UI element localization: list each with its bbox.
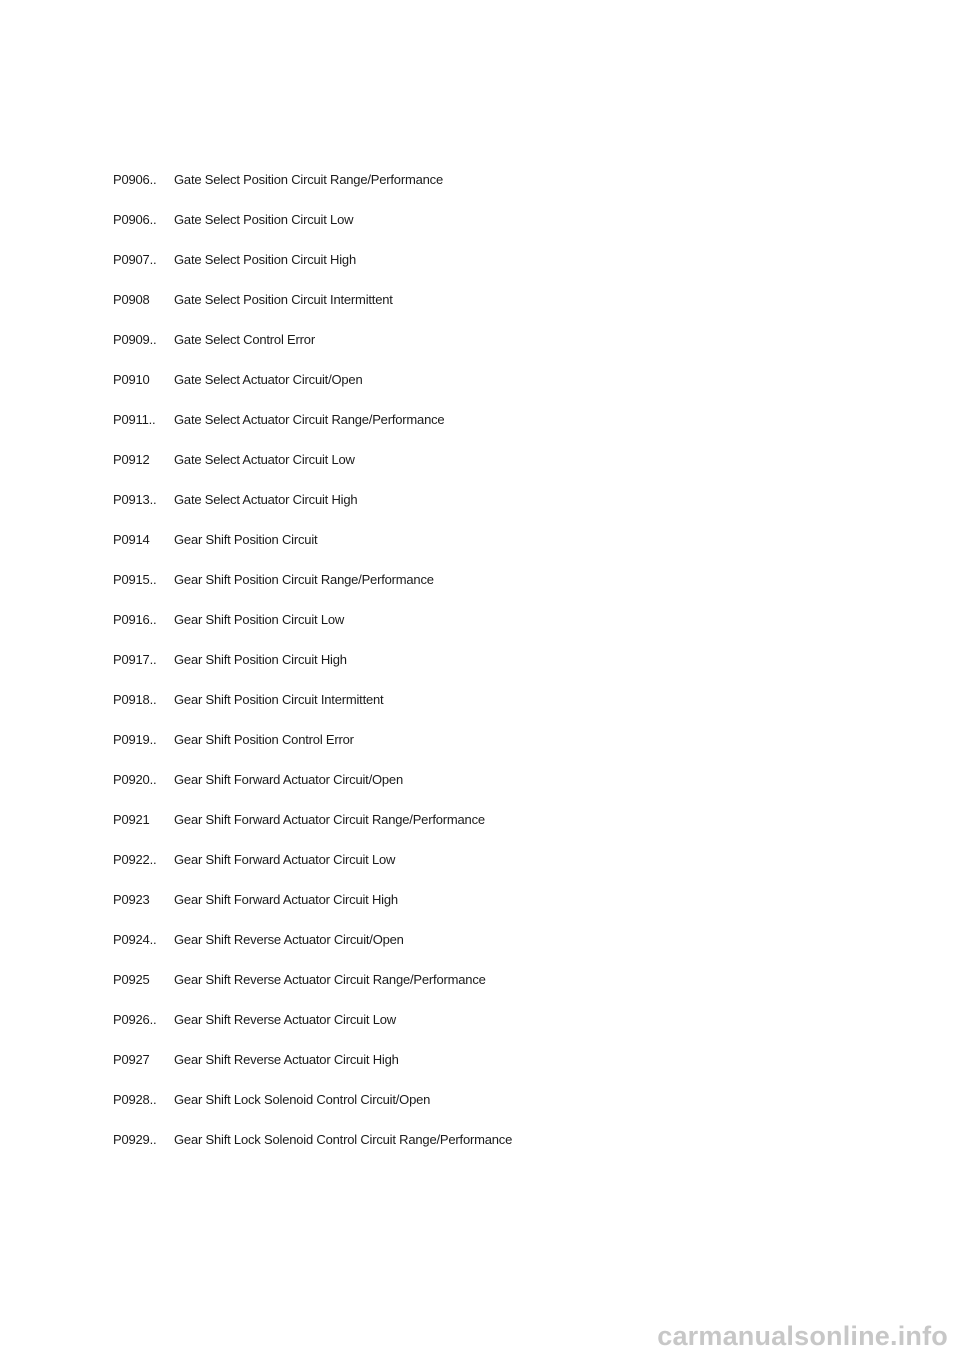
dtc-code: P0917..	[113, 652, 157, 667]
dtc-code: P0923	[113, 892, 150, 907]
dtc-description: Gate Select Position Circuit High	[174, 252, 356, 267]
dtc-code: P0914	[113, 532, 150, 547]
dtc-code: P0916..	[113, 612, 157, 627]
dtc-row	[113, 410, 512, 450]
dtc-row	[113, 930, 512, 970]
dtc-row	[113, 170, 512, 210]
dtc-row	[113, 1130, 512, 1170]
dtc-row	[113, 1050, 512, 1090]
dtc-description: Gear Shift Forward Actuator Circuit High	[174, 892, 398, 907]
dtc-row	[113, 770, 512, 810]
dtc-description: Gate Select Actuator Circuit Low	[174, 452, 355, 467]
dtc-row	[113, 970, 512, 1010]
dtc-row	[113, 370, 512, 410]
dtc-row	[113, 850, 512, 890]
dtc-code: P0906..	[113, 212, 157, 227]
dtc-row	[113, 1090, 512, 1130]
dtc-row	[113, 1010, 512, 1050]
dtc-row	[113, 530, 512, 570]
dtc-row	[113, 810, 512, 850]
dtc-code: P0908	[113, 292, 150, 307]
dtc-code: P0924..	[113, 932, 157, 947]
dtc-code: P0922..	[113, 852, 157, 867]
dtc-code: P0909..	[113, 332, 157, 347]
dtc-code: P0913..	[113, 492, 157, 507]
watermark-link[interactable]: carmanualsonline.info	[657, 1321, 948, 1351]
dtc-code: P0921	[113, 812, 150, 827]
dtc-code: P0906..	[113, 172, 157, 187]
dtc-row	[113, 450, 512, 490]
dtc-code: P0929..	[113, 1132, 157, 1147]
dtc-row	[113, 570, 512, 610]
dtc-description: Gear Shift Lock Solenoid Control Circuit Range/Performance	[174, 1132, 513, 1147]
dtc-code: P0926..	[113, 1012, 157, 1027]
dtc-row	[113, 250, 512, 290]
dtc-row	[113, 490, 512, 530]
dtc-row	[113, 210, 512, 250]
dtc-description: Gate Select Position Circuit Range/Performance	[174, 172, 443, 187]
dtc-description: Gate Select Position Circuit Low	[174, 212, 354, 227]
dtc-description: Gear Shift Reverse Actuator Circuit/Open	[174, 932, 404, 947]
dtc-row	[113, 730, 512, 770]
dtc-description: Gear Shift Reverse Actuator Circuit Range/Performance	[174, 972, 486, 987]
dtc-row	[113, 650, 512, 690]
dtc-row	[113, 690, 512, 730]
dtc-description: Gate Select Actuator Circuit Range/Performance	[174, 412, 445, 427]
dtc-code: P0925	[113, 972, 150, 987]
dtc-description: Gate Select Position Circuit Intermittent	[174, 292, 393, 307]
dtc-code: P0907..	[113, 252, 157, 267]
dtc-code: P0927	[113, 1052, 150, 1067]
dtc-description: Gear Shift Forward Actuator Circuit Low	[174, 852, 396, 867]
dtc-description: Gate Select Actuator Circuit/Open	[174, 372, 363, 387]
dtc-code: P0928..	[113, 1092, 157, 1107]
dtc-description: Gate Select Actuator Circuit High	[174, 492, 358, 507]
dtc-description: Gear Shift Position Circuit	[174, 532, 318, 547]
dtc-row	[113, 610, 512, 650]
dtc-code: P0915..	[113, 572, 157, 587]
dtc-description: Gear Shift Forward Actuator Circuit/Open	[174, 772, 403, 787]
dtc-description: Gear Shift Reverse Actuator Circuit Low	[174, 1012, 396, 1027]
dtc-code-list	[113, 170, 512, 1170]
dtc-description: Gear Shift Position Circuit Intermittent	[174, 692, 384, 707]
dtc-row	[113, 290, 512, 330]
dtc-code: P0919..	[113, 732, 157, 747]
dtc-description: Gear Shift Position Control Error	[174, 732, 354, 747]
dtc-description: Gear Shift Reverse Actuator Circuit High	[174, 1052, 399, 1067]
dtc-code: P0911..	[113, 412, 156, 427]
dtc-row	[113, 330, 512, 370]
dtc-description: Gear Shift Lock Solenoid Control Circuit/Open	[174, 1092, 431, 1107]
dtc-description: Gear Shift Position Circuit High	[174, 652, 347, 667]
dtc-description: Gear Shift Position Circuit Low	[174, 612, 345, 627]
dtc-description: Gear Shift Position Circuit Range/Performance	[174, 572, 434, 587]
dtc-description: Gear Shift Forward Actuator Circuit Range/Performance	[174, 812, 485, 827]
dtc-code: P0920..	[113, 772, 157, 787]
dtc-code: P0912	[113, 452, 150, 467]
dtc-code: P0918..	[113, 692, 157, 707]
dtc-row	[113, 890, 512, 930]
dtc-code: P0910	[113, 372, 150, 387]
dtc-description: Gate Select Control Error	[174, 332, 315, 347]
